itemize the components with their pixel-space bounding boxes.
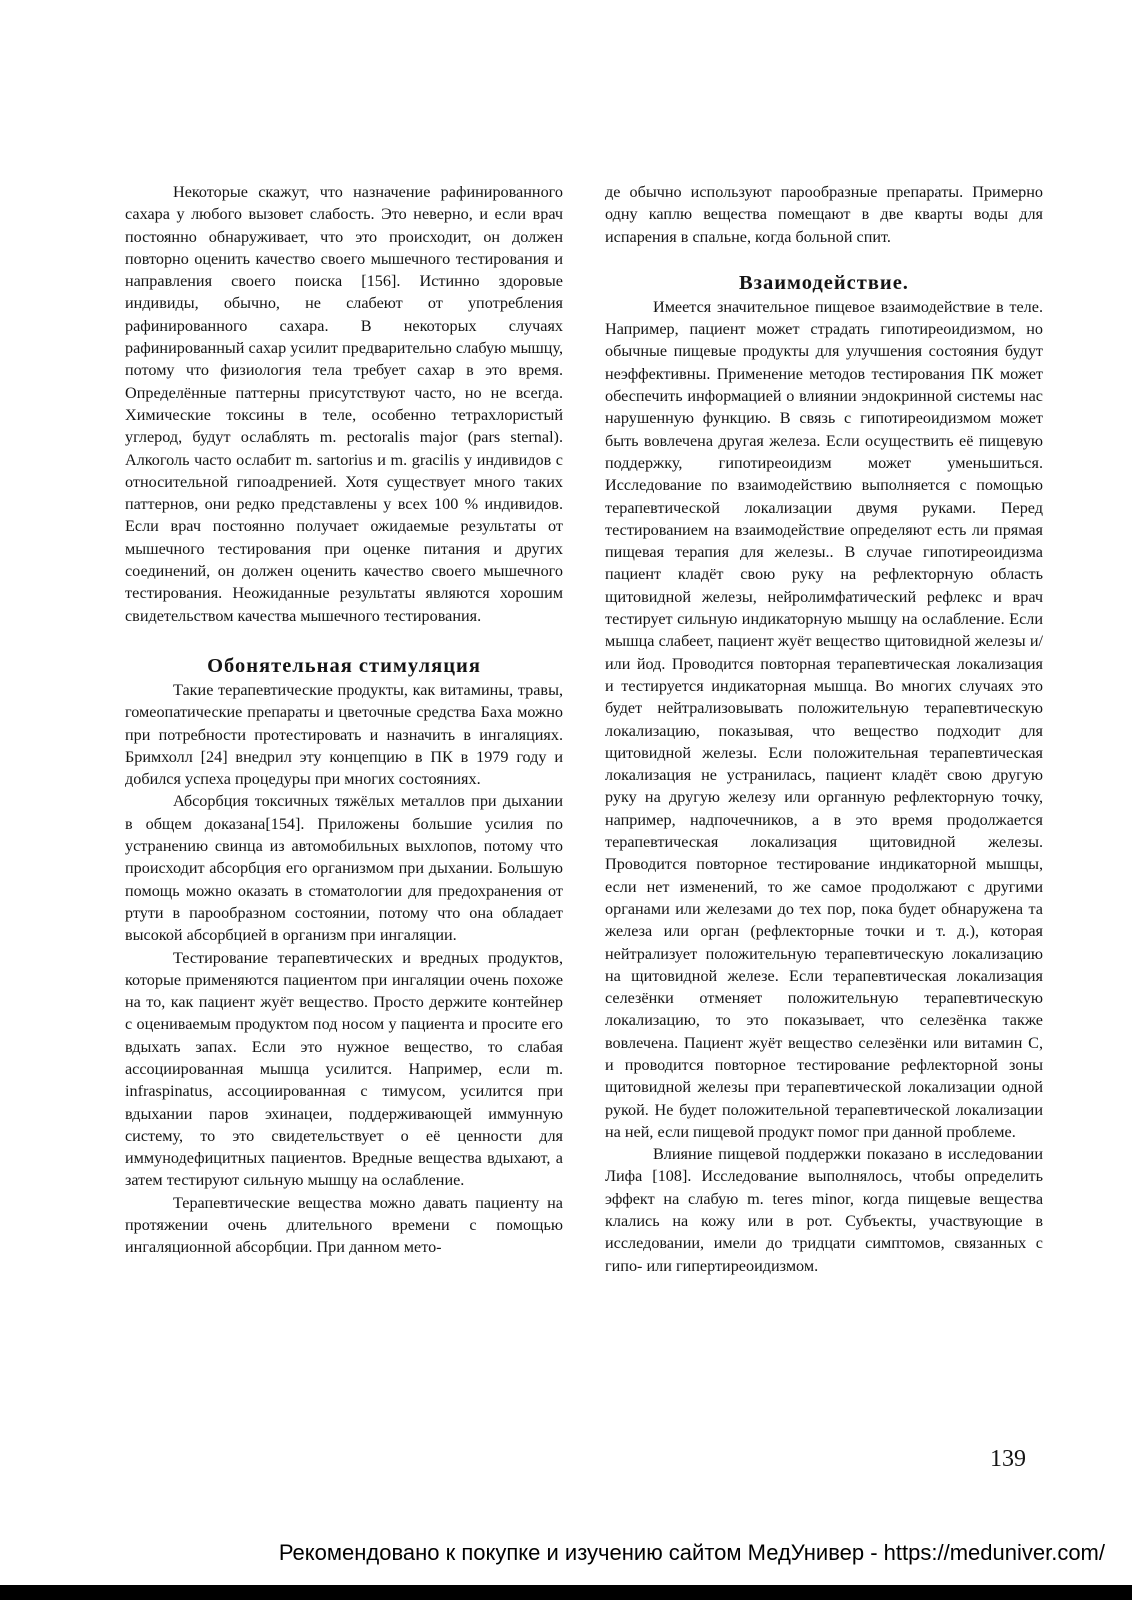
paragraph-long-term-inhalation: Терапевтические вещества можно давать пациенту на протяжении очень длительного времени с помощью ингаляционной абсорбции. При данном мето- <box>125 1193 563 1257</box>
bottom-black-bar <box>0 1585 1132 1600</box>
right-column <box>605 181 1043 1277</box>
paragraph-leaf-study: Влияние пищевой поддержки показано в исследовании Лифа [108]. Исследование выполнялось, чтобы определить эффект на слабую m. teres minor, когда пищевые вещества клались на кожу или в рот. Субъекты, участвующие в исследовании, имели до тридцати симптомов, связанных с гипо- или гипертиреоидизмом. <box>605 1145 1043 1275</box>
heading-interaction: Взаимодействие. <box>739 271 909 294</box>
paragraph-vapor-continuation: де обычно используют парообразные препараты. Примерно одну каплю вещества помещают в две кварты воды для испарения в спальне, когда больной спит. <box>605 183 1043 246</box>
paragraph-inhalation-products: Такие терапевтические продукты, как витамины, травы, гомеопатические препараты и цветочные средства Баха можно при потребности протестировать и назначить в ингаляциях. Бримхолл [24] внедрил эту концепцию в ПК в 1979 году и добился успеха процедуры при многих состояниях. <box>125 680 563 789</box>
paragraph-nutritional-interaction: Имеется значительное пищевое взаимодействие в теле. Например, пациент может страдать гипотиреоидизмом, но обычные пищевые продукты для улучшения состояния будут неэффективны. Применение методов тестирования ПК может обеспечить информацией о влиянии эндокринной системы нас нарушенную функцию. В связь с гипотиреоидизмом может быть вовлечена другая железа. Если осуществить её пищевую поддержку, гипотиреоидизм может уменьшиться. Исследование по взаимодействию выполняется с помощью терапевтической локализации двумя руками. Перед тестированием на взаимодействие определяют есть ли прямая пищевая терапия для железы.. В случае гипотиреоидизма пациент кладёт свою руку на рефлекторную область щитовидной железы, нейролимфатический рефлекс и врач тестирует сильную индикаторную мышцу на ослабление. Если мышца слабеет, пациент жуёт вещество щитовидной железы и/или йод. Проводится повторная терапевтическая локализация и тестируется индикаторная мышца. Во многих случаях это будет нейтрализовывать положительную терапевтическую локализацию, показывая, что вещество подходит для щитовидной железы. Если положительная терапевтическая локализация не устранилась, пациент кладёт свою другую руку на другую железу или органную рефлекторную точку, например, надпочечников, а в это время продолжается терапевтическая локализация щитовидной железы. Проводится повторное тестирование индикаторной мышцы, если нет изменений, то же самое продолжают с другими органами или железами до тех пор, пока будет обнаружена та железа или орган (рефлекторные точки и т. д.), которая нейтрализует положительную терапевтическую локализацию на щитовидной железе. Если терапевтическая локализация селезёнки отменяет положительную терапевтическую локализацию, то это показывает, что селезёнка также вовлечена. Пациент жуёт вещество селезёнки или витамин C, и проводится повторное тестирование рефлекторной зоны щитовидной железы при терапевтической локализации одной рукой. Не будет положительной терапевтической локализации на ней, если пищевой продукт помог при данной проблеме. <box>605 297 1043 1141</box>
paragraph-sugar-testing: Некоторые скажут, что назначение рафинированного сахара у любого вызовет слабость. Это неверно, и если врач постоянно обнаруживает, что это происходит, он должен повторно оценить качество своего мышечного тестирования и направления своего поиска [156]. Истинно здоровые индивиды, обычно, не слабеют от употребления рафинированного сахара. В некоторых случаях рафинированный сахар усилит предварительно слабую мышцу, потому что физиология тела требует сахар в это время. Определённые паттерны присутствуют часто, но не всегда. Химические токсины в теле, особенно тетрахлористый углерод, будут ослаблять m. pectoralis major (pars sternal). Алкоголь часто ослабит m. sartorius и m. gracilis у индивидов с относительной гипоадренией. Хотя существует много таких паттернов, они редко представлены у всех 100 % индивидов. Если врач постоянно получает ожидаемые результаты от мышечного тестирования при оценке питания и других соединений, он должен оценить качество своего мышечного тестирования. Неожиданные результаты являются хорошим свидетельством качества мышечного тестирования. <box>125 183 563 625</box>
footer-recommendation: Рекомендовано к покупке и изучению сайтом МедУнивер - https://meduniver.com/ <box>278 1540 1105 1565</box>
paragraph-inhalation-testing: Тестирование терапевтических и вредных продуктов, которые применяются пациентом при ингаляции очень похоже на то, как пациент жуёт вещество. Просто держите контейнер с оцениваемым продуктом под носом у пациента и просите его вдыхать запах. Если это нужное вещество, то слабая ассоциированная мышца усилится. Например, если m. infraspinatus, ассоциированная с тимусом, усилится при вдыхании паров эхинацеи, поддерживающей иммунную систему, то это свидетельствует о её ценности для иммунодефицитных пациентов. Вредные вещества вдыхают, а затем тестируют сильную мышцу на ослабление. <box>125 948 563 1190</box>
paragraph-heavy-metals: Абсорбция токсичных тяжёлых металлов при дыхании в общем доказана[154]. Приложены большие усилия по устранению свинца из автомобильных выхлопов, потому что происходит абсорбция его организмом при дыхании. Большую помощь можно оказать в стоматологии для предохранения от ртути в парообразном состоянии, потому что она обладает высокой абсорбцией в организм при ингаляции. <box>125 792 563 945</box>
page-number: 139 <box>990 1446 1026 1472</box>
heading-olfactory-stimulation: Обонятельная стимуляция <box>207 654 481 677</box>
left-column <box>125 181 563 1259</box>
